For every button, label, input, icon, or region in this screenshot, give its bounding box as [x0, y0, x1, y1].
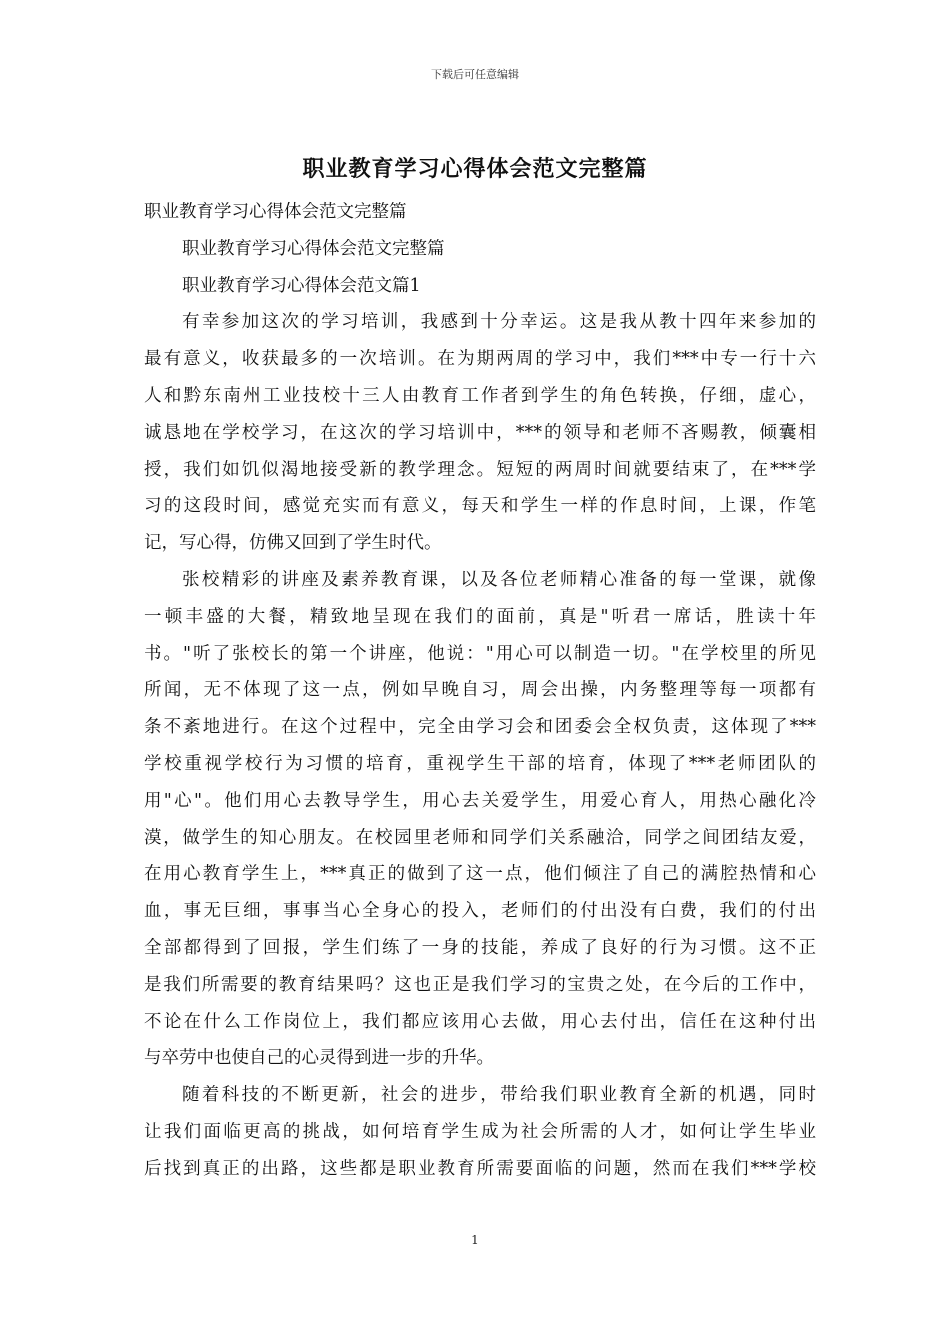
paragraph-line: 学校重视学校行为习惯的培育，重视学生干部的培育，体现了***老师团队的: [144, 753, 816, 774]
paragraph-line: 不论在什么工作岗位上，我们都应该用心去做，用心去付出，信任在这种付出: [144, 1011, 816, 1032]
paragraph-line: 最有意义，收获最多的一次培训。在为期两周的学习中，我们***中专一行十六: [144, 349, 816, 370]
paragraph-line: 血，事无巨细，事事当心全身心的投入，老师们的付出没有白费，我们的付出: [144, 901, 816, 922]
paragraph-line: 在用心教育学生上，***真正的做到了这一点，他们倾注了自己的满腔热情和心: [144, 864, 816, 885]
paragraph-line: 漠，做学生的知心朋友。在校园里老师和同学们关系融洽，同学之间团结友爱，: [144, 827, 816, 848]
paragraph-line: 有幸参加这次的学习培训，我感到十分幸运。这是我从教十四年来参加的: [182, 312, 816, 333]
paragraph-line: 与卒劳中也使自己的心灵得到进一步的升华。: [144, 1048, 494, 1069]
paragraph-line: 条不紊地进行。在这个过程中，完全由学习会和团委会全权负责，这体现了***: [144, 717, 816, 738]
paragraph-line: 全部都得到了回报，学生们练了一身的技能，养成了良好的行为习惯。这不正: [144, 937, 816, 958]
paragraph-line: 书。"听了张校长的第一个讲座，他说："用心可以制造一切。"在学校里的所见: [144, 643, 816, 664]
document-title: 职业教育学习心得体会范文完整篇: [302, 156, 648, 182]
paragraph-line: 张校精彩的讲座及素养教育课，以及各位老师精心准备的每一堂课，就像: [182, 569, 816, 590]
subtitle-line: 职业教育学习心得体会范文完整篇: [144, 202, 407, 222]
paragraph-line: 后找到真正的出路，这些都是职业教育所需要面临的问题，然而在我们***学校: [144, 1158, 816, 1179]
paragraph-line: 所闻，无不体现了这一点，例如早晚自习，周会出操，内务整理等每一项都有: [144, 680, 816, 701]
paragraph-line: 是我们所需要的教育结果吗？这也正是我们学习的宝贵之处，在今后的工作中，: [144, 974, 816, 995]
paragraph-line: 授，我们如饥似渴地接受新的教学理念。短短的两周时间就要结束了，在***学: [144, 459, 816, 480]
header-note: 下载后可任意编辑: [431, 68, 519, 81]
paragraph-line: 让我们面临更高的挑战，如何培育学生成为社会所需的人才，如何让学生毕业: [144, 1121, 816, 1142]
paragraph-line: 用"心"。他们用心去教导学生，用心去关爱学生，用爱心育人，用热心融化冷: [144, 790, 816, 811]
document-body: [144, 194, 816, 1188]
paragraph-line: 一顿丰盛的大餐，精致地呈现在我们的面前，真是"听君一席话，胜读十年: [144, 606, 816, 627]
paragraph-line: 人和黔东南州工业技校十三人由教育工作者到学生的角色转换，仔细，虚心，: [144, 385, 816, 406]
paragraph-line: 随着科技的不断更新，社会的进步，带给我们职业教育全新的机遇，同时: [182, 1085, 816, 1106]
page-number: 1: [471, 1233, 479, 1247]
subtitle-line-indented: 职业教育学习心得体会范文完整篇: [182, 238, 445, 259]
paragraph-line: 习的这段时间，感觉充实而有意义，每天和学生一样的作息时间，上课，作笔: [144, 496, 816, 517]
section-heading: 职业教育学习心得体会范文篇1: [182, 275, 421, 296]
paragraph-line: 记，写心得，仿佛又回到了学生时代。: [144, 533, 442, 554]
paragraph-line: 诚恳地在学校学习，在这次的学习培训中，***的领导和老师不吝赐教，倾囊相: [144, 422, 816, 443]
